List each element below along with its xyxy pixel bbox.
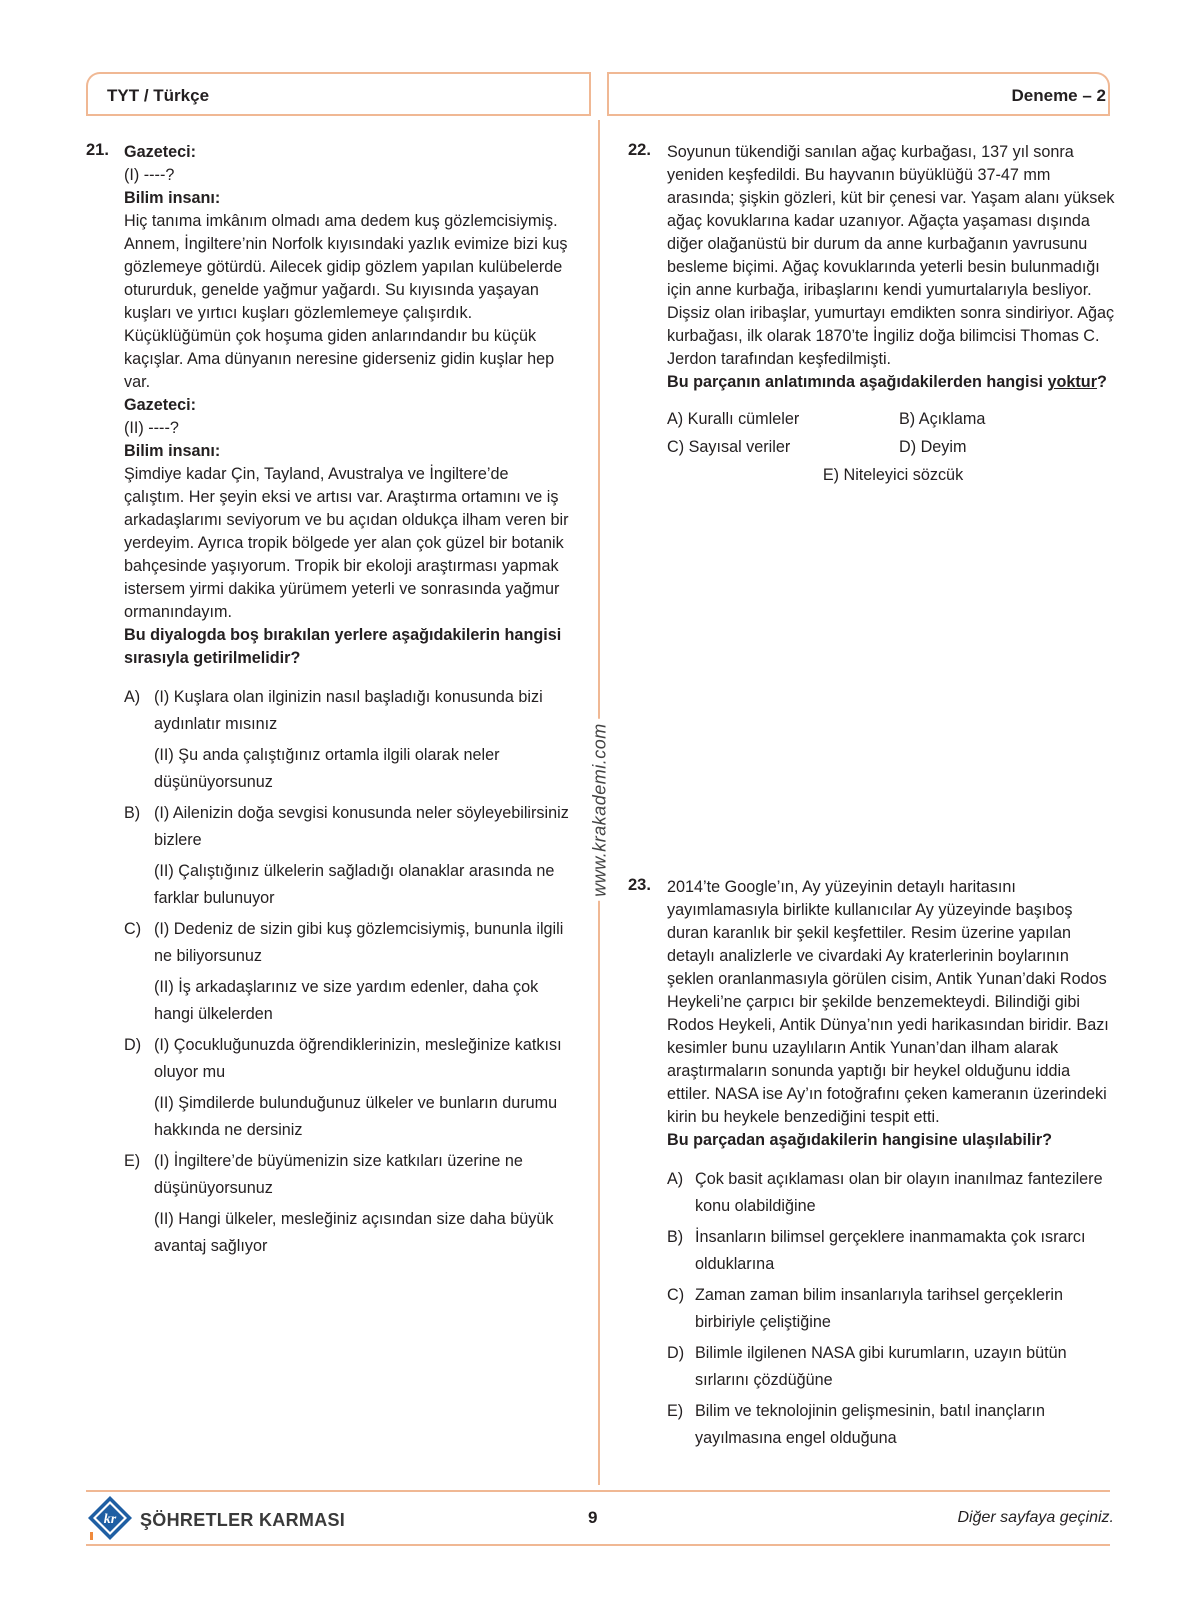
q21-option-e[interactable] xyxy=(124,1148,572,1260)
footer-top-rule xyxy=(86,1490,1110,1492)
option-part2: (II) Çalıştığınız ülkelerin sağladığı olanaklar arasında ne farklar bulunuyor xyxy=(154,862,555,907)
header-subject: TYT / Türkçe xyxy=(107,86,210,105)
q23-body xyxy=(667,876,1117,1452)
q23-options xyxy=(667,1166,1117,1452)
kr-logo-icon xyxy=(86,1494,134,1542)
header-right-rule xyxy=(607,114,1110,116)
option-part1: (I) Ailenizin doğa sevgisi konusunda neler söyleyebilirsiniz bizlere xyxy=(154,804,569,849)
q21-option-c[interactable] xyxy=(124,916,572,1028)
option-part1: (I) Kuşlara olan ilginizin nasıl başladığı konusunda bizi aydınlatır mısınız xyxy=(154,688,543,733)
option-text: Zaman zaman bilim insanlarıyla tarihsel gerçeklerin birbiriyle çeliştiğine xyxy=(695,1286,1063,1331)
option-label: A) xyxy=(124,688,141,706)
q23-passage: 2014’te Google’ın, Ay yüzeyinin detaylı haritasını yayımlamasıyla birlikte kullanıcılar Ay yüzeyinde başıboş duran karanlık bir şekil keşfettiler. Resim üzerine yapılan detaylı analizlerle ve civardaki Ay kraterlerinin boylarının şeklen oranlanmasıyla görülen cisim, Antik Yunan’daki Rodos Heykeli’ne çarpıcı bir şekilde benzemekteydi. Bilindiği gibi Rodos Heykeli, Antik Dünya’nın yedi harikasından biridir. Bazı kesimler bunu uzaylıların Antik Yunan’dan ilham alarak araştırmaların sonunda yaptığı bir heykel olduğunu iddia ettiler. NASA ise Ay’ın fotoğrafını çeken kameranın üzerindeki kirin bu heykele benzediğini tespit etti. xyxy=(667,878,1109,1126)
watermark: www.krakademi.com xyxy=(590,719,611,901)
q23-question: Bu parçadan aşağıdakilerin hangisine ulaşılabilir? xyxy=(667,1131,1053,1149)
option-part1: (I) Dedeniz de sizin gibi kuş gözlemcisiymiş, bununla ilgili ne biliyorsunuz xyxy=(154,920,564,965)
option-text: İnsanların bilimsel gerçeklere inanmamakta çok ısrarcı olduklarına xyxy=(695,1228,1086,1273)
q21-body xyxy=(124,141,572,1260)
option-text: Çok basit açıklaması olan bir olayın inanılmaz fantezilere konu olabildiğine xyxy=(695,1170,1103,1215)
q21-speaker1: Gazeteci: xyxy=(124,143,196,161)
header-exam-title: Deneme – 2 xyxy=(1011,86,1106,105)
option-label: C) xyxy=(124,920,142,938)
option-text: Bilimle ilgilenen NASA gibi kurumların, uzayın bütün sırlarını çözdüğüne xyxy=(695,1344,1067,1389)
page-number: 9 xyxy=(588,1508,598,1527)
footer-bottom-rule xyxy=(86,1544,1110,1546)
q21-option-b[interactable] xyxy=(124,800,572,912)
q22-option-d[interactable]: D) Deyim xyxy=(899,438,967,456)
option-part2: (II) İş arkadaşlarınız ve size yardım edenler, daha çok hangi ülkelerden xyxy=(154,978,539,1023)
q21-speaker3: Gazeteci: xyxy=(124,396,196,414)
q21-option-d[interactable] xyxy=(124,1032,572,1144)
option-label: D) xyxy=(667,1344,685,1362)
q21-speaker2: Bilim insanı: xyxy=(124,189,221,207)
q23-option-b[interactable] xyxy=(667,1224,1117,1278)
option-label: B) xyxy=(124,804,141,822)
q22-option-e[interactable]: E) Niteleyici sözcük xyxy=(822,466,964,484)
q22-body xyxy=(667,141,1117,487)
q23-option-c[interactable] xyxy=(667,1282,1117,1336)
option-part2: (II) Şu anda çalıştığınız ortamla ilgili olarak neler düşünüyorsunuz xyxy=(154,746,500,791)
option-label: E) xyxy=(667,1402,684,1420)
q22-number: 22. xyxy=(628,141,651,159)
q21-answer1: Hiç tanıma imkânım olmadı ama dedem kuş gözlemcisiymiş. Annem, İngiltere’nin Norfolk kıyısındaki yazlık evimize bizi kuş gözlemeye götürdü. Ailecek gidip gözlem yapılan kulübelerde otururduk, genelde yağmur yağardı. Su kıyısında yaşayan kuşları ve yırtıcı kuşları gözlemlemeye çalışırdık. Küçüklüğümün çok hoşuma giden anlarındandır bu küçük kaçışlar. Ama dünyanın neresine giderseniz gidin kuşlar hep var. xyxy=(124,212,568,391)
header-left-rule xyxy=(86,114,591,116)
q21-speaker4: Bilim insanı: xyxy=(124,442,221,460)
q21-options xyxy=(124,684,572,1260)
option-part2: (II) Şimdilerde bulunduğunuz ülkeler ve bunların durumu hakkında ne dersiniz xyxy=(154,1094,558,1139)
q21-answer2: Şimdiye kadar Çin, Tayland, Avustralya ve İngiltere’de çalıştım. Her şeyin eksi ve artısı var. Araştırma ortamını ve iş arkadaşlarımı seviyorum ve bu açıdan oldukça ilham veren bir yerdeyim. Ayrıca tropik bölgede yer alan çok güzel bir botanik bahçesinde yaşıyorum. Tropik bir ekoloji araştırması yapmak istersem yirmi dakika yürümem yeterli ve sonrasında yağmur ormanındayım. xyxy=(124,465,569,621)
q22-question-end: ? xyxy=(1097,373,1107,391)
q22-question-main: Bu parçanın anlatımında aşağıdakilerden hangisi xyxy=(667,373,1044,391)
q21-blank2: (II) ----? xyxy=(124,419,179,437)
q22-question-underlined: yoktur xyxy=(1047,373,1097,391)
q21-number: 21. xyxy=(86,141,109,159)
option-part1: (I) Çocukluğunuzda öğrendiklerinizin, mesleğinize katkısı oluyor mu xyxy=(154,1036,562,1081)
option-label: A) xyxy=(667,1170,684,1188)
q22-options xyxy=(667,408,1117,459)
q21-question: Bu diyalogda boş bırakılan yerlere aşağıdakilerin hangisi sırasıyla getirilmelidir? xyxy=(124,626,562,667)
option-label: D) xyxy=(124,1036,142,1054)
q22-question xyxy=(667,371,1117,394)
option-label: E) xyxy=(124,1152,141,1170)
q23-option-d[interactable] xyxy=(667,1340,1117,1394)
publisher-brand: ŞÖHRETLER KARMASI xyxy=(140,1510,346,1530)
option-text: Bilim ve teknolojinin gelişmesinin, batıl inançların yayılmasına engel olduğuna xyxy=(695,1402,1045,1447)
q23-option-e[interactable] xyxy=(667,1398,1117,1452)
option-label: C) xyxy=(667,1286,685,1304)
q22-option-c[interactable]: C) Sayısal veriler xyxy=(667,438,791,456)
option-part2: (II) Hangi ülkeler, mesleğiniz açısından size daha büyük avantaj sağlıyor xyxy=(154,1210,554,1255)
q21-option-a[interactable] xyxy=(124,684,572,796)
option-label: B) xyxy=(667,1228,684,1246)
q21-blank1: (I) ----? xyxy=(124,166,175,184)
kr-logo-text: kr xyxy=(103,1512,117,1527)
q23-number: 23. xyxy=(628,876,651,894)
q23-option-a[interactable] xyxy=(667,1166,1117,1220)
q22-option-a[interactable]: A) Kurallı cümleler xyxy=(667,410,800,428)
q22-option-b[interactable]: B) Açıklama xyxy=(899,410,986,428)
q22-passage: Soyunun tükendiği sanılan ağaç kurbağası, 137 yıl sonra yeniden keşfedildi. Bu hayvanın büyüklüğü 37-47 mm arasında; şişkin gözleri, küt bir çenesi var. Yaşam alanı yüksek ağaç kovuklarına kadar uzanıyor. Ağaçta yaşaması dışında diğer olağanüstü bir durum da anne kurbağanın yavrusunu besleme biçimi. Ağaç kovuklarında yeterli besin bulunmadığı için anne kurbağa, iribaşlarını kendi yumurtalarıyla besliyor. Dişsiz olan iribaşlar, yumurtayı emdikten sonra sindiriyor. Ağaç kurbağası, ilk olarak 1870’te İngiliz doğa bilimcisi Thomas C. Jerdon tarafından keşfedilmişti. xyxy=(667,143,1115,368)
next-page-note: Diğer sayfaya geçiniz. xyxy=(957,1509,1114,1526)
option-part1: (I) İngiltere’de büyümenizin size katkıları üzerine ne düşünüyorsunuz xyxy=(154,1152,523,1197)
